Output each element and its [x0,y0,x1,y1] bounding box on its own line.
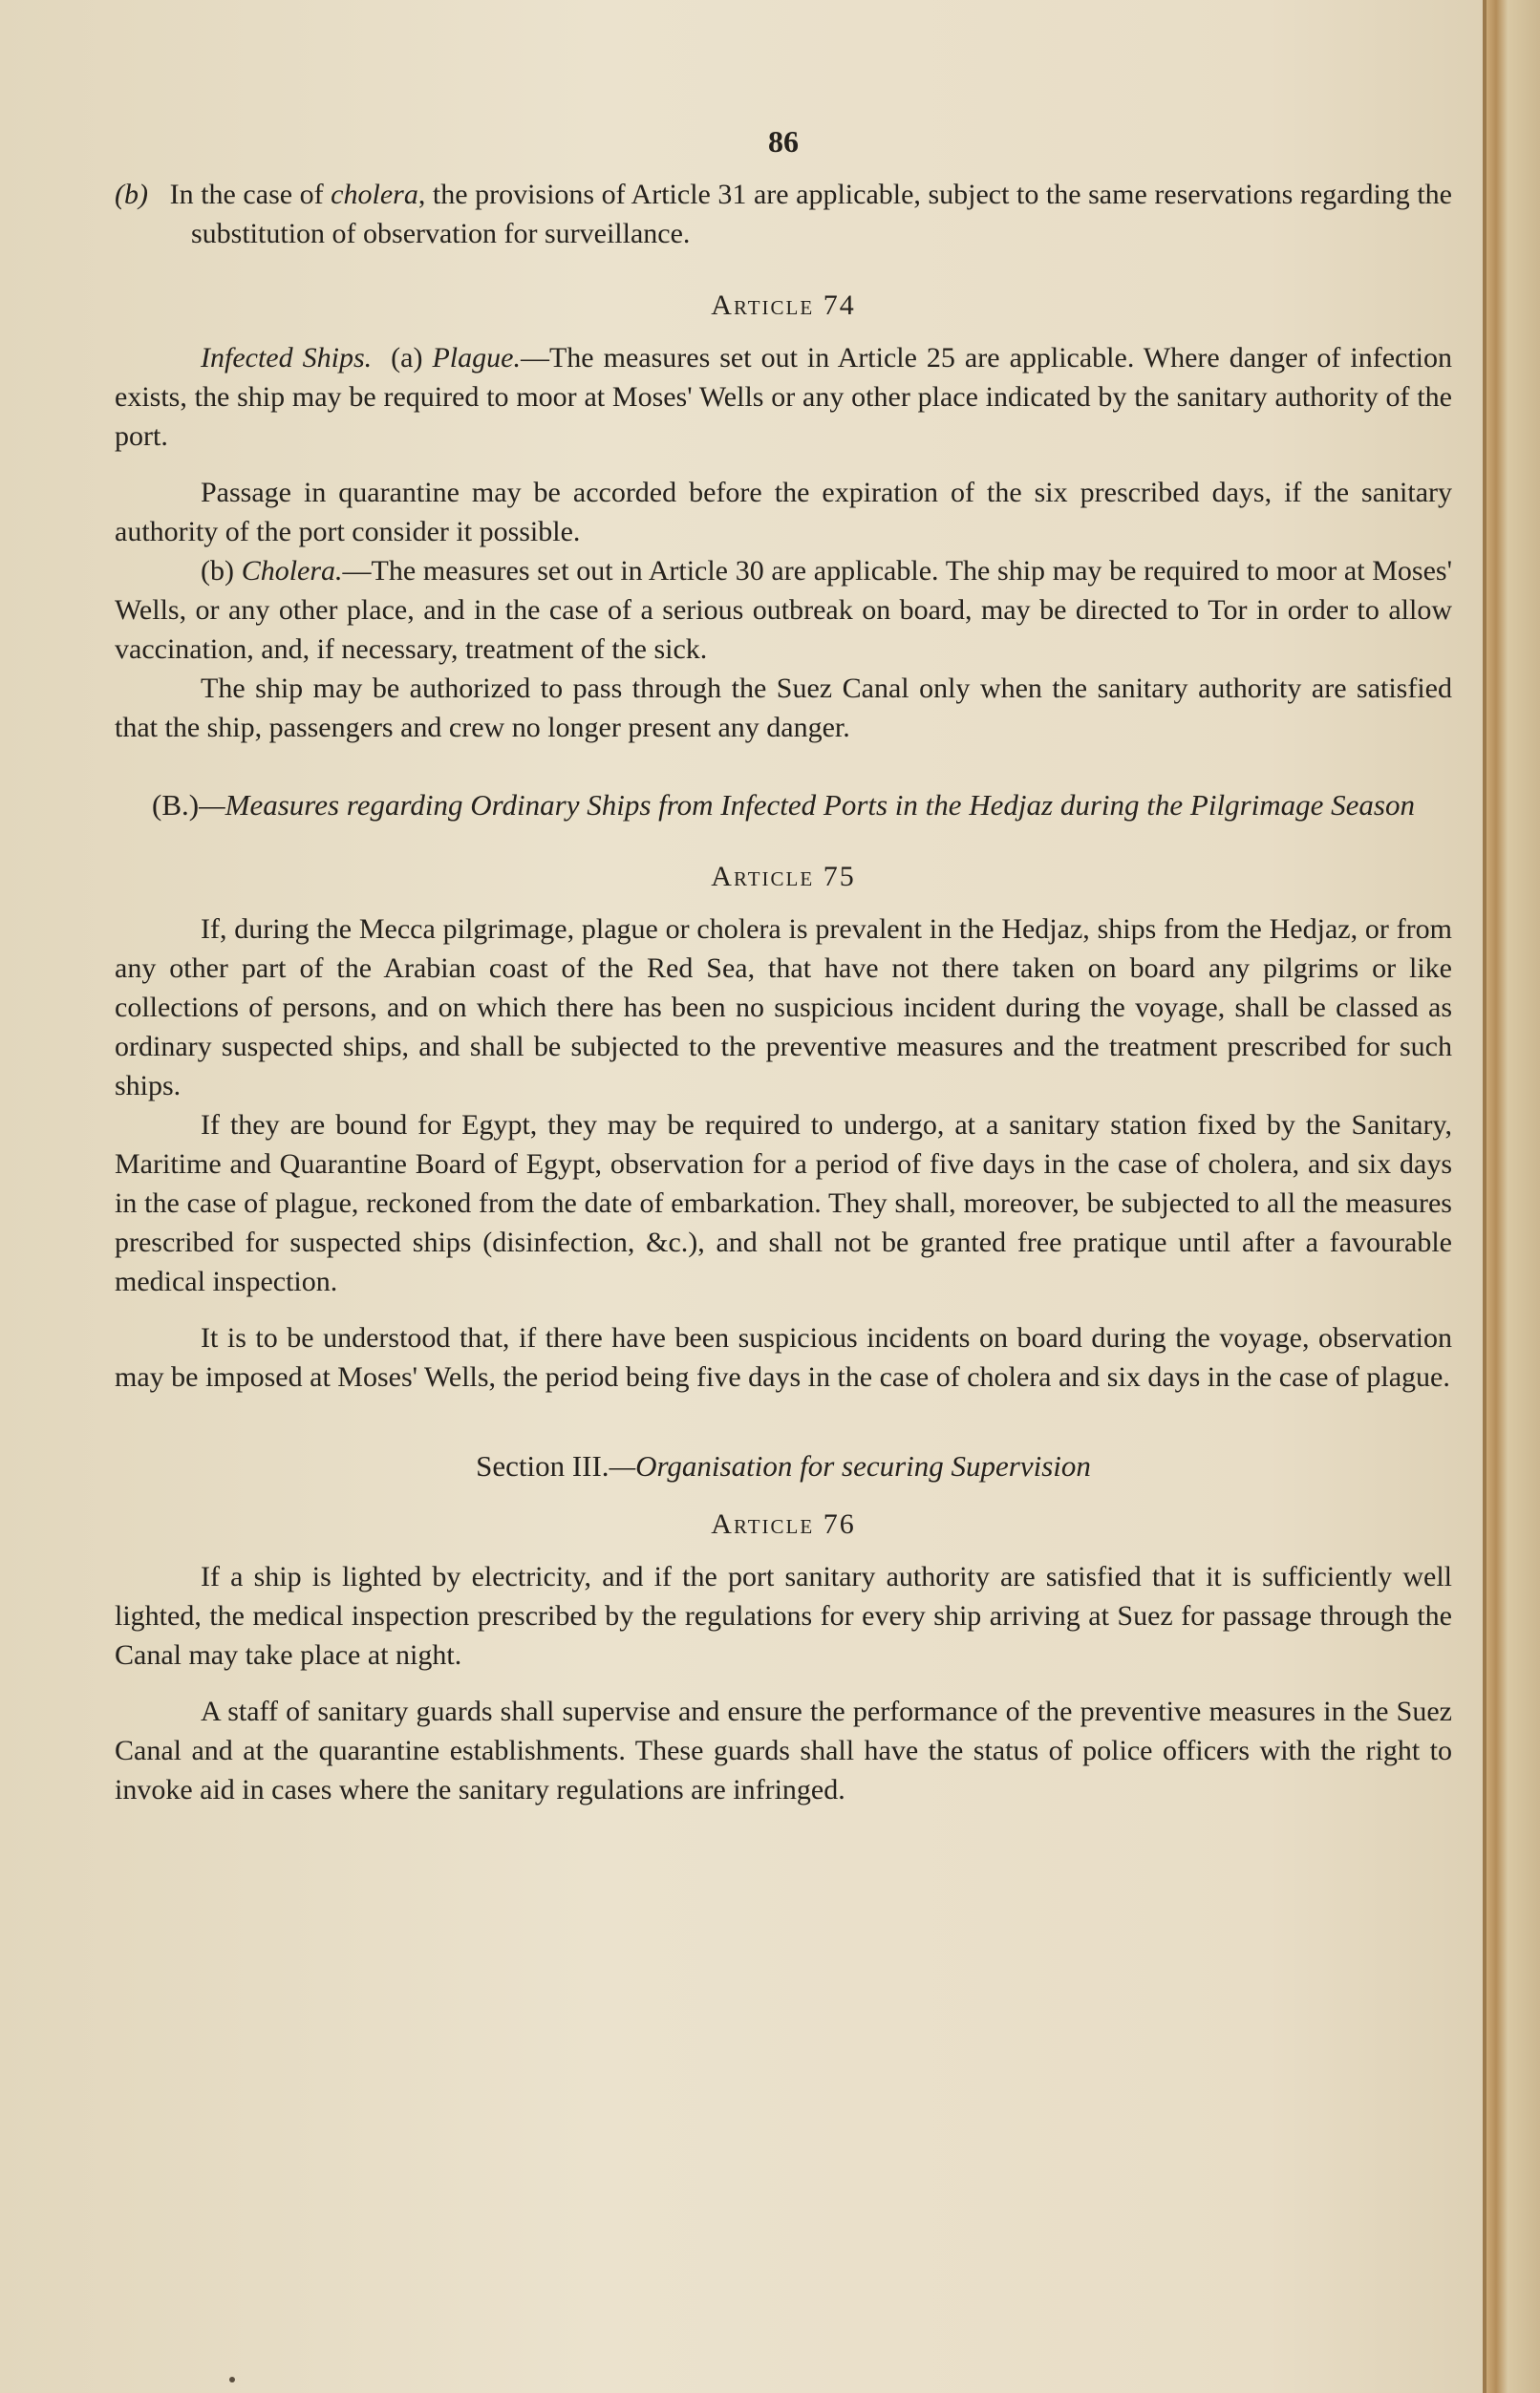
paragraph-text-post: , the provisions of Article 31 are applicable, subject to the same reservations regarding the substitution of observation for surveillance. [191,179,1452,249]
paragraph-emph: Cholera. [241,555,343,587]
paragraph-text-pre: In the case of [169,179,332,210]
section-3-heading [115,1446,1452,1485]
article-76-heading: Article 76 [711,1508,856,1540]
article-75-paragraph-2: If they are bound for Egypt, they may be required to undergo, at a sanitary station fixed by the Sanitary, Maritime and Quarantine Board of Egypt, observation for a period of five days in the case of cholera, and six days in the case of plague, reckoned from the date of embarkation. They shall, moreover, be subjected to all the measures prescribed for suspected ships (disinfection, &c.), and shall not be granted free pratique until after a favourable medical inspection. [115,1109,1452,1297]
article-74-heading: Article 74 [711,289,856,321]
paragraph-label: (b) [201,555,234,587]
part-b-label: (B.) [152,788,200,822]
article-75-paragraph-3: It is to be understood that, if there have been suspicious incidents on board during the voyage, observation may be imposed at Moses' Wells, the period being five days in the case of cholera and six days in the case of plague. [115,1322,1452,1393]
article-74-paragraph-1 [115,338,1452,456]
paragraph-emph: cholera [331,179,418,210]
paragraph-emph: Plague. [432,342,521,374]
ink-speck [229,2377,235,2382]
article-76-paragraph-2: A staff of sanitary guards shall supervise and ensure the performance of the preventive measures in the Suez Canal and at the quarantine establishments. These guards shall have the status of police officers with the right to invoke aid in cases where the sanitary regulations are infringed. [115,1696,1452,1805]
runin-heading: Infected Ships. [201,342,373,374]
paragraph-text: —The measures set out in Article 30 are applicable. The ship may be required to moor at Moses' Wells, or any other place, and in the case of a serious outbreak on board, may be directed to Tor in order to allow vaccination, and, if necessary, treatment of the sick. [115,555,1453,665]
page-content [115,122,1452,1809]
section-3-label: Section III. [476,1449,610,1483]
section-3-title: —Organisation for securing Supervision [609,1449,1091,1483]
part-b-heading [115,785,1452,824]
paragraph-text: —The measures set out in Article 25 are applicable. Where danger of infection exists, the ship may be required to moor at Moses' Wells or any other place indicated by the sanitary authority of the port. [115,342,1453,452]
page-edge [1487,0,1540,2393]
article-74-paragraph-2: Passage in quarantine may be accorded before the expiration of the six prescribed days, if the sanitary authority of the port consider it possible. [115,477,1452,547]
part-b-title: —Measures regarding Ordinary Ships from Infected Ports in the Hedjaz during the Pilgrimage Season [199,788,1415,822]
article-74-paragraph-4: The ship may be authorized to pass through the Suez Canal only when the sanitary authority are satisfied that the ship, passengers and crew no longer present any danger. [115,673,1452,743]
article-74-paragraph-3 [115,551,1452,669]
paragraph-label: (a) [391,342,423,374]
paragraph-label: (b) [115,179,148,210]
article-75-heading: Article 75 [711,861,856,892]
article-75-paragraph-1: If, during the Mecca pilgrimage, plague or cholera is prevalent in the Hedjaz, ships from the Hedjaz, or from any other part of the Arabian coast of the Red Sea, that have not there taken on board any pilgrims or like collections of persons, and on which there has been no suspicious incident during the voyage, shall be classed as ordinary suspected ships, and shall be subjected to the preventive measures and the treatment prescribed for such ships. [115,913,1452,1101]
page-number: 86 [768,124,799,159]
paragraph-b-cholera [115,175,1452,253]
article-76-paragraph-1: If a ship is lighted by electricity, and if the port sanitary authority are satisfied that it is sufficiently well lighted, the medical inspection prescribed by the regulations for every ship arriving at Suez for passage through the Canal may take place at night. [115,1561,1452,1671]
